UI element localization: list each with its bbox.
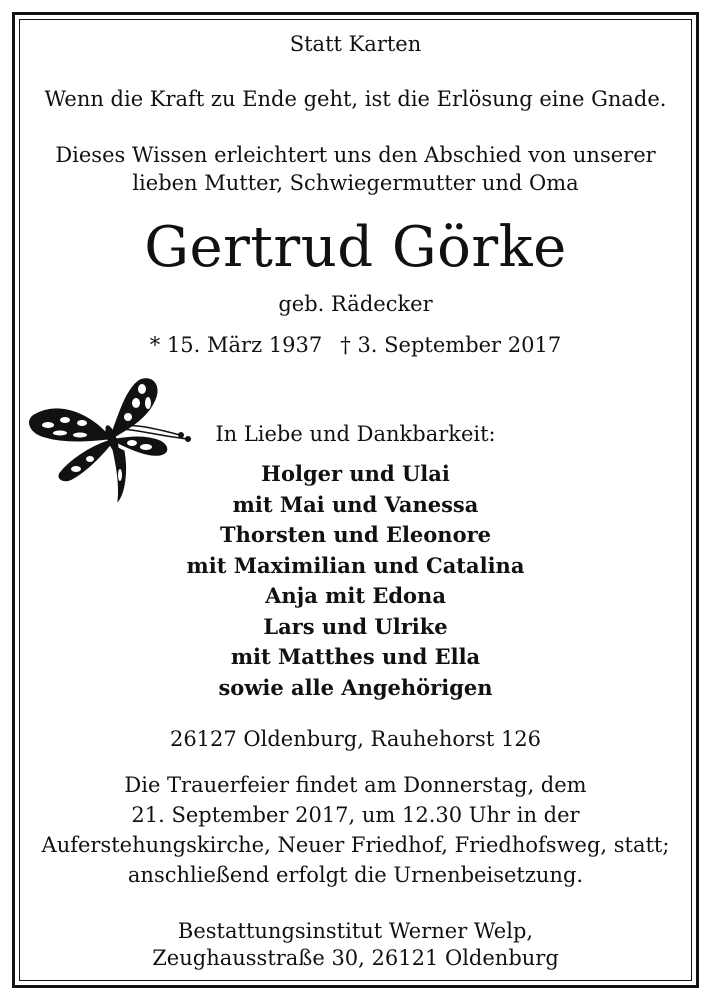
funeral-line-3: Auferstehungskirche, Neuer Friedhof, Friedhofsweg, statt; — [41, 833, 670, 857]
mourner-line: Thorsten und Eleonore — [219, 522, 491, 547]
mourner-line: mit Maximilian und Catalina — [186, 552, 525, 578]
intro-line-1: Dieses Wissen erleichtert uns den Abschied von unserer — [55, 143, 656, 167]
gratitude-line: In Liebe und Dankbarkeit: — [215, 422, 496, 446]
intro-line-2: lieben Mutter, Schwiegermutter und Oma — [132, 171, 579, 195]
deceased-name: Gertrud Görke — [144, 215, 567, 280]
mourner-line: mit Mai und Vanessa — [232, 491, 479, 517]
death-date: † 3. September 2017 — [340, 333, 562, 357]
family-address: 26127 Oldenburg, Rauhehorst 126 — [169, 727, 542, 751]
undertaker-line-1: Bestattungsinstitut Werner Welp, — [177, 919, 534, 943]
mourner-line: sowie alle Angehörigen — [218, 674, 493, 700]
maiden-name: geb. Rädecker — [278, 292, 433, 316]
life-dates — [0, 331, 711, 359]
funeral-line-2: 21. September 2017, um 12.30 Uhr in der — [131, 803, 580, 827]
quote: Wenn die Kraft zu Ende geht, ist die Erlösung eine Gnade. — [44, 87, 667, 111]
mourner-line: Holger und Ulai — [261, 461, 450, 486]
funeral-line-1: Die Trauerfeier findet am Donnerstag, dem — [124, 773, 587, 797]
birth-date: * 15. März 1937 — [149, 333, 323, 357]
mourner-line: Lars und Ulrike — [263, 613, 448, 639]
mourner-line: Anja mit Edona — [265, 583, 446, 608]
undertaker-line-2: Zeughausstraße 30, 26121 Oldenburg — [152, 946, 559, 970]
statt-karten: Statt Karten — [289, 32, 422, 56]
funeral-line-4: anschließend erfolgt die Urnenbeisetzung. — [127, 863, 584, 887]
mourner-line: mit Matthes und Ella — [230, 644, 481, 669]
